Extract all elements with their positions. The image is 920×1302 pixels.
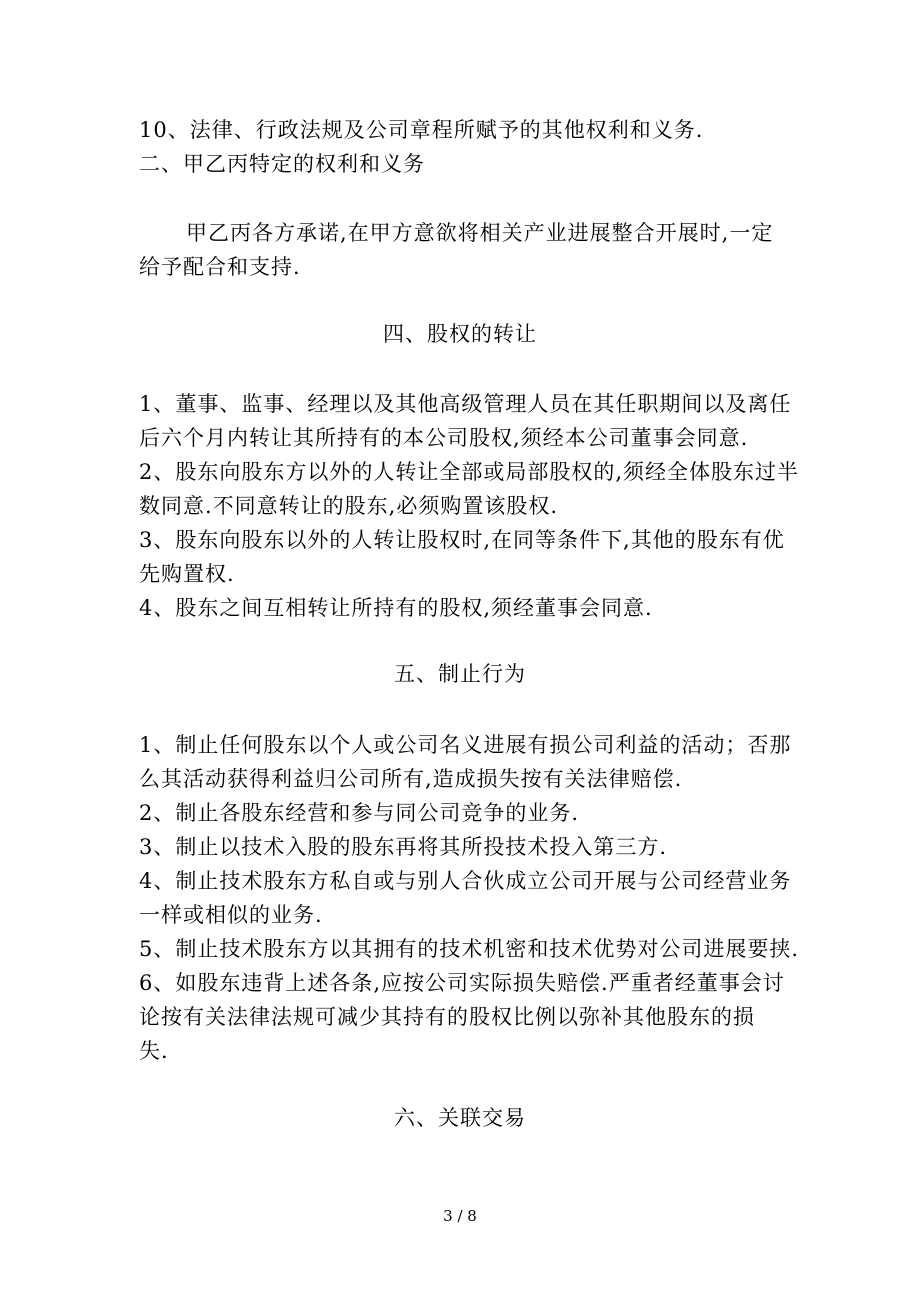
section-5-line: 一样或相似的业务. — [139, 903, 323, 927]
section-4-line: 2、股东向股东方以外的人转让全部或局部股权的,须经全体股东过半 — [139, 460, 800, 484]
section-5-title: 五、制止行为 — [394, 662, 526, 686]
section-4-line: 3、股东向股东以外的人转让股权时,在同等条件下,其他的股东有优 — [139, 528, 785, 552]
section-5-line: 失. — [139, 1039, 169, 1063]
page-number: 3 / 8 — [443, 1207, 477, 1225]
section-4-line: 后六个月内转让其所持有的本公司股权,须经本公司董事会同意. — [139, 426, 749, 450]
section-5-line: 2、制止各股东经营和参与同公司竞争的业务. — [139, 801, 580, 825]
commitment-line-2: 给予配合和支持. — [139, 255, 301, 279]
section-4-title: 四、股权的转让 — [383, 322, 537, 346]
section-5-line: 4、制止技术股东方私自或与别人合伙成立公司开展与公司经营业务 — [139, 869, 792, 893]
section-4-line: 先购置权. — [139, 562, 235, 586]
section-6-title: 六、关联交易 — [394, 1106, 526, 1130]
section-5-line: 论按有关法律法规可减少其持有的股权比例以弥补其他股东的损 — [139, 1005, 755, 1029]
section-5-line: 6、如股东违背上述各条,应按公司实际损失赔偿.严重者经董事会讨 — [139, 971, 785, 995]
commitment-line-1: 甲乙丙各方承诺,在甲方意欲将相关产业进展整合开展时,一定 — [186, 221, 774, 245]
section-5-line: 么其活动获得利益归公司所有,造成损失按有关法律赔偿. — [139, 767, 683, 791]
section-2-heading: 二、甲乙丙特定的权利和义务 — [139, 152, 425, 176]
section-5-line: 1、制止任何股东以个人或公司名义进展有损公司利益的活动；否那 — [139, 733, 792, 757]
section-5-line: 5、制止技术股东方以其拥有的技术机密和技术优势对公司进展要挟. — [139, 937, 800, 961]
section-4-line: 4、股东之间互相转让所持有的股权,须经董事会同意. — [139, 596, 653, 620]
section-5-line: 3、制止以技术入股的股东再将其所投技术投入第三方. — [139, 835, 668, 859]
section-4-line: 1、董事、监事、经理以及其他高级管理人员在其任职期间以及离任 — [139, 392, 792, 416]
clause-10: 10、法律、行政法规及公司章程所赋予的其他权利和义务. — [139, 118, 704, 142]
section-4-line: 数同意.不同意转让的股东,必须购置该股权. — [139, 494, 559, 518]
